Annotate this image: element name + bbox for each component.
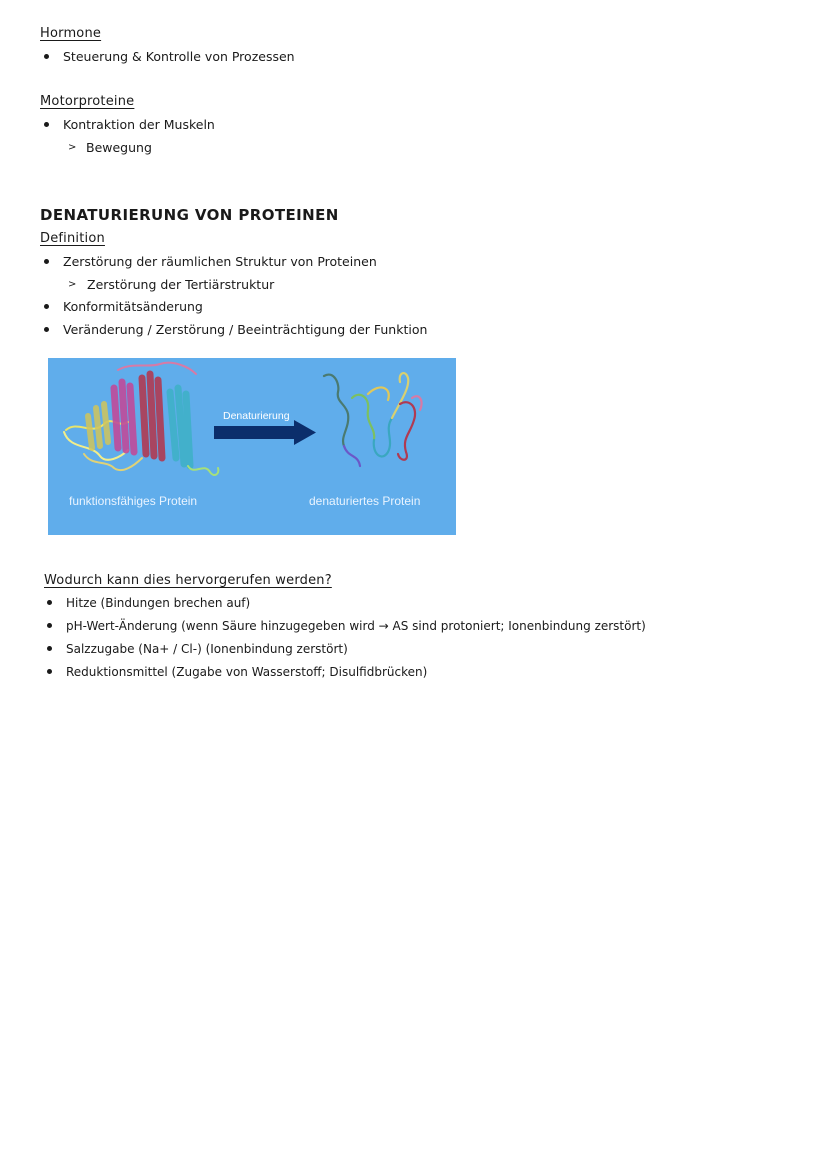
bullet [44, 259, 49, 264]
list-item: Kontraktion der Muskeln [63, 117, 215, 132]
section-title: DENATURIERUNG VON PROTEINEN [40, 206, 339, 224]
heading-hormone: Hormone [40, 26, 102, 41]
bullet [47, 600, 52, 605]
list-item: Zerstörung der räumlichen Struktur von Proteinen [63, 254, 377, 269]
list-item: Steuerung & Kontrolle von Prozessen [63, 49, 295, 64]
list-item: Hitze (Bindungen brechen auf) [66, 596, 251, 610]
heading-definition: Definition [40, 231, 105, 246]
caption-functional-protein: funktionsfähiges Protein [69, 494, 198, 508]
bullet [44, 304, 49, 309]
bullet [47, 669, 52, 674]
sub-bullet-marker: > [68, 142, 77, 153]
sub-list-item: Bewegung [86, 140, 152, 155]
bullet [44, 327, 49, 332]
list-item: Veränderung / Zerstörung / Beeinträchtigung der Funktion [63, 322, 428, 337]
denaturation-figure [48, 358, 456, 535]
list-item: Reduktionsmittel (Zugabe von Wasserstoff; Disulfidbrücken) [66, 665, 428, 679]
sub-list-item: Zerstörung der Tertiärstruktur [87, 277, 275, 292]
bullet [44, 54, 49, 59]
sub-bullet-marker: > [68, 279, 77, 290]
list-item: pH-Wert-Änderung (wenn Säure hinzugegeben wird → AS sind protoniert; Ionenbindung zerstört) [66, 619, 646, 633]
caption-denatured-protein: denaturiertes Protein [309, 494, 421, 508]
arrow-right-icon [214, 420, 316, 445]
functional-protein-icon [64, 363, 218, 475]
heading-motorproteine: Motorproteine [40, 94, 135, 109]
heading-ursachen: Wodurch kann dies hervorgerufen werden? [44, 573, 332, 588]
denatured-protein-icon [324, 373, 422, 466]
bullet [47, 646, 52, 651]
arrow-label: Denaturierung [223, 410, 290, 422]
bullet [44, 122, 49, 127]
protein-illustration [48, 358, 456, 535]
list-item: Salzzugabe (Na+ / Cl-) (Ionenbindung zerstört) [66, 642, 348, 656]
bullet [47, 623, 52, 628]
list-item: Konformitätsänderung [63, 299, 203, 314]
